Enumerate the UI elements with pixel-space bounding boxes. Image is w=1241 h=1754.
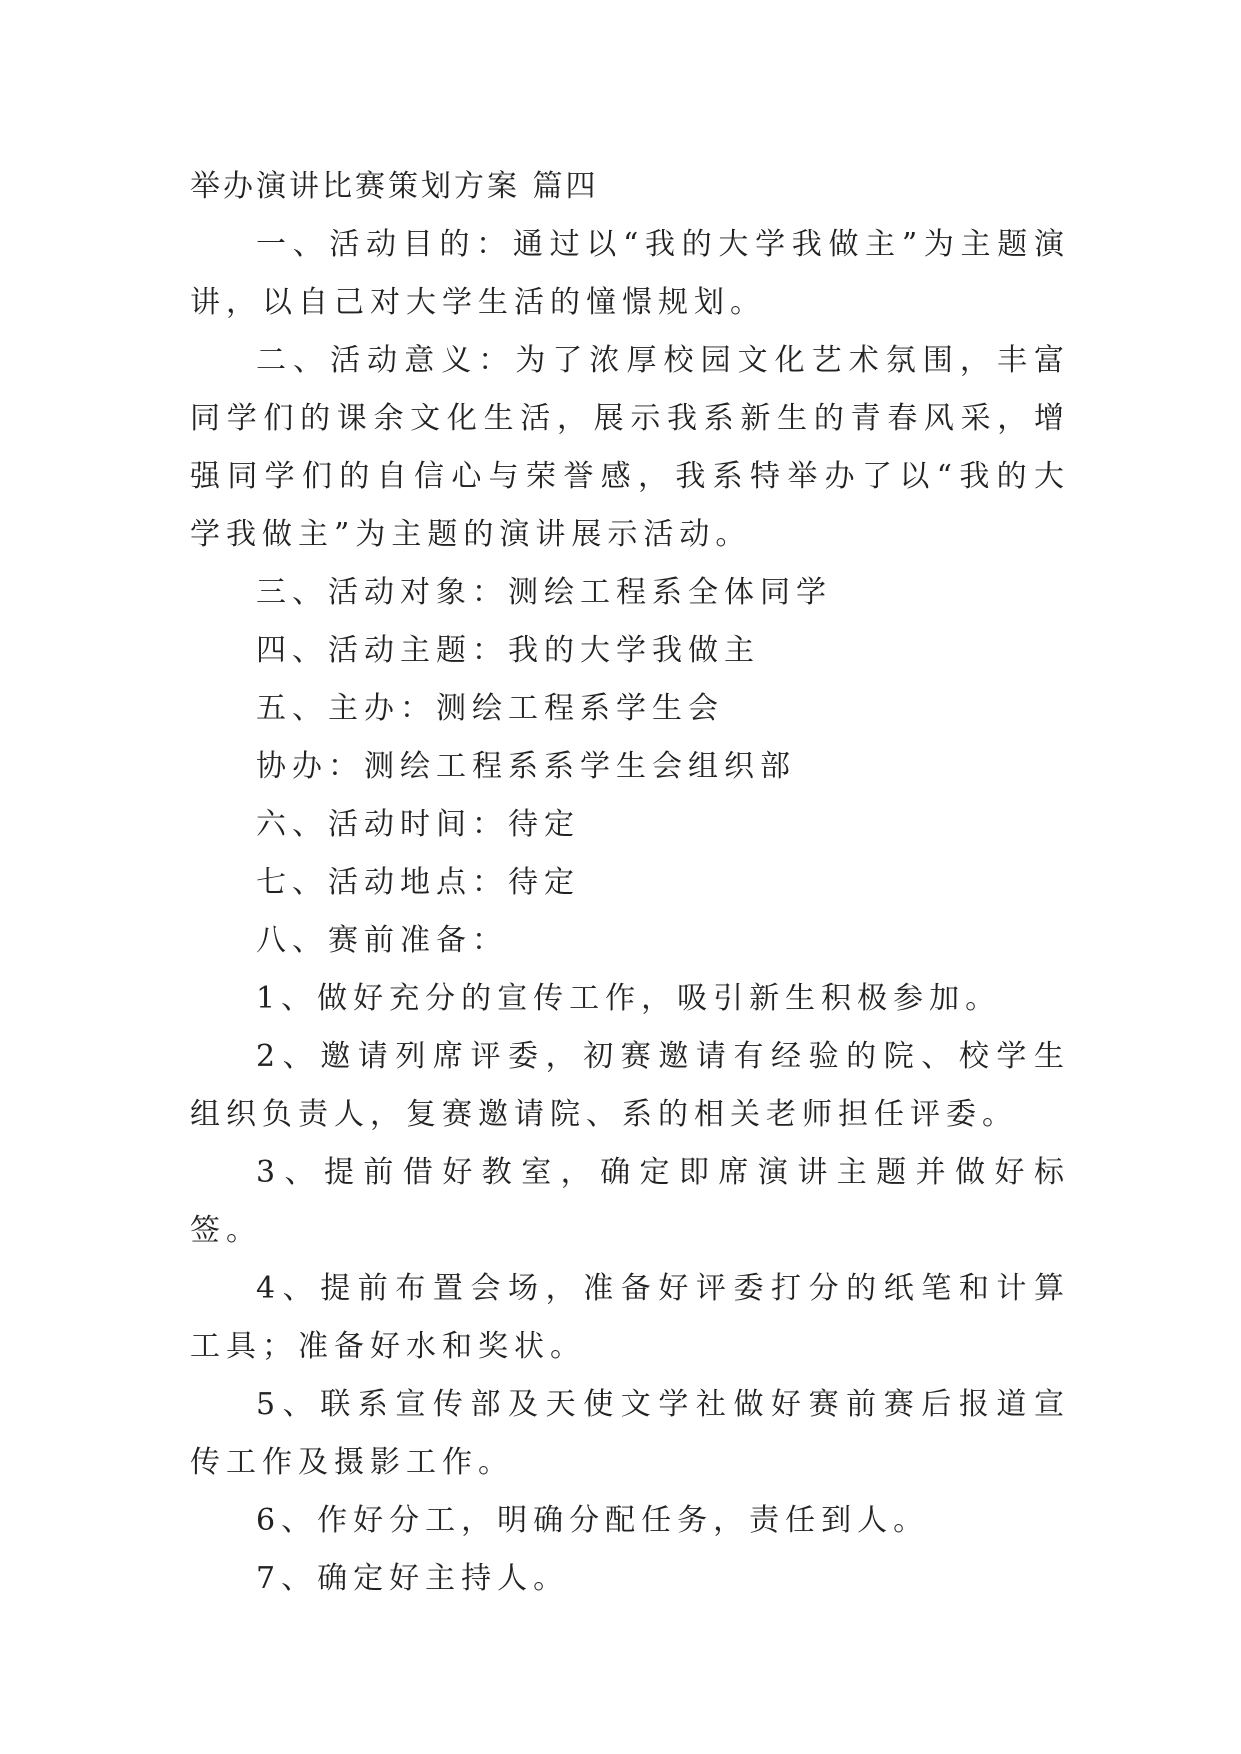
paragraph-preparation-heading: 八、赛前准备： <box>256 923 508 958</box>
list-item-judges: 2、邀请列席评委，初赛邀请有经验的院、校学生组织负责人，复赛邀请院、系的相关老师担任评委。 <box>190 1039 1070 1132</box>
paragraph-activity-theme: 四、活动主题：我的大学我做主 <box>256 633 760 668</box>
paragraph-activity-purpose: 一、活动目的：通过以“我的大学我做主”为主题演讲，以自己对大学生活的憧憬规划。 <box>190 227 1070 320</box>
list-item-classroom: 3、提前借好教室，确定即席演讲主题并做好标签。 <box>190 1155 1070 1248</box>
paragraph-organizer: 五、主办：测绘工程系学生会 <box>256 691 724 726</box>
paragraph-activity-significance: 二、活动意义：为了浓厚校园文化艺术氛围，丰富同学们的课余文化生活，展示我系新生的青春风采，增强同学们的自信心与荣誉感，我系特举办了以“我的大学我做主”为主题的演讲展示活动。 <box>190 343 1070 552</box>
list-item-host: 7、确定好主持人。 <box>256 1561 570 1596</box>
paragraph-activity-location: 七、活动地点：待定 <box>256 865 580 900</box>
document-title: 举办演讲比赛策划方案 篇四 <box>190 169 599 204</box>
list-item-division-of-labor: 6、作好分工，明确分配任务，责任到人。 <box>256 1503 930 1538</box>
list-item-venue: 4、提前布置会场，准备好评委打分的纸笔和计算工具；准备好水和奖状。 <box>190 1271 1070 1364</box>
document-body <box>190 158 1070 1608</box>
paragraph-co-organizer: 协办：测绘工程系系学生会组织部 <box>256 749 796 784</box>
paragraph-activity-target: 三、活动对象：测绘工程系全体同学 <box>256 575 832 610</box>
paragraph-activity-time: 六、活动时间：待定 <box>256 807 580 842</box>
list-item-publicity: 1、做好充分的宣传工作，吸引新生积极参加。 <box>256 981 1002 1016</box>
list-item-media: 5、联系宣传部及天使文学社做好赛前赛后报道宣传工作及摄影工作。 <box>190 1387 1070 1480</box>
